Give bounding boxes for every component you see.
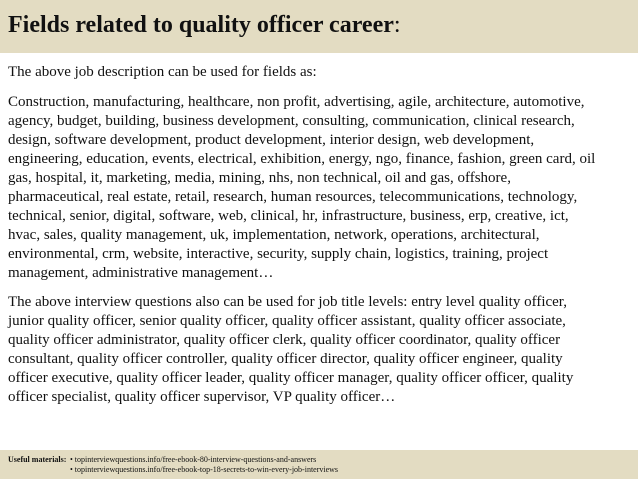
fields-line: environmental, crm, website, interactive, security, supply chain, logistics, training, project <box>8 246 549 262</box>
job-levels-line: junior quality officer, senior quality officer, quality officer assistant, quality officer associate, <box>8 313 566 329</box>
useful-materials-links <box>70 455 338 475</box>
page-title-colon: : <box>393 12 401 38</box>
useful-materials-label-text: Useful materials <box>8 455 64 464</box>
fields-line: hvac, sales, quality management, uk, implementation, network, operations, architectural, <box>8 227 540 243</box>
job-levels-line: officer executive, quality officer leader, quality officer manager, quality officer officer, quality <box>8 370 574 386</box>
fields-line: Construction, manufacturing, healthcare, non profit, advertising, agile, architecture, automotive, <box>8 94 585 110</box>
job-levels-line: The above interview questions also can be used for job title levels: entry level quality officer, <box>8 294 567 310</box>
fields-line: technical, senior, digital, software, web, clinical, hr, infrastructure, business, erp, creative, ict, <box>8 208 569 224</box>
job-levels-paragraph <box>8 293 634 407</box>
useful-materials-label-colon: : <box>63 455 67 464</box>
ebook-link-job-interview-secrets[interactable]: • topinterviewquestions.info/free-ebook-top-18-secrets-to-win-every-job-interviews <box>70 465 339 474</box>
job-levels-line: officer specialist, quality officer supervisor, VP quality officer… <box>8 389 396 405</box>
fields-line: gas, hospital, it, marketing, media, mining, nhs, non technical, oil and gas, offshore, <box>8 170 511 186</box>
fields-line: management, administrative management… <box>8 265 274 281</box>
title-bar <box>0 0 638 53</box>
page-title-text: Fields related to quality officer career <box>8 12 394 38</box>
job-levels-line: quality officer administrator, quality officer clerk, quality officer coordinator, quality officer <box>8 332 561 348</box>
useful-materials-label <box>8 455 70 465</box>
fields-line: design, software development, product development, interior design, web development, <box>8 132 535 148</box>
fields-paragraph <box>8 93 634 283</box>
content <box>8 63 634 407</box>
footer <box>0 450 638 479</box>
fields-line: pharmaceutical, real estate, retail, research, human resources, telecommunications, technology, <box>8 189 578 205</box>
intro-text: The above job description can be used for fields as: <box>8 64 317 80</box>
ebook-link-interview-questions[interactable]: • topinterviewquestions.info/free-ebook-80-interview-questions-and-answers <box>70 455 317 464</box>
fields-line: engineering, education, events, electrical, exhibition, energy, ngo, finance, fashion, green card, oil <box>8 151 596 167</box>
fields-line: agency, budget, building, business development, consulting, communication, clinical research, <box>8 113 575 129</box>
job-levels-line: consultant, quality officer controller, quality officer director, quality officer engineer, quality <box>8 351 563 367</box>
page-title <box>8 12 401 38</box>
